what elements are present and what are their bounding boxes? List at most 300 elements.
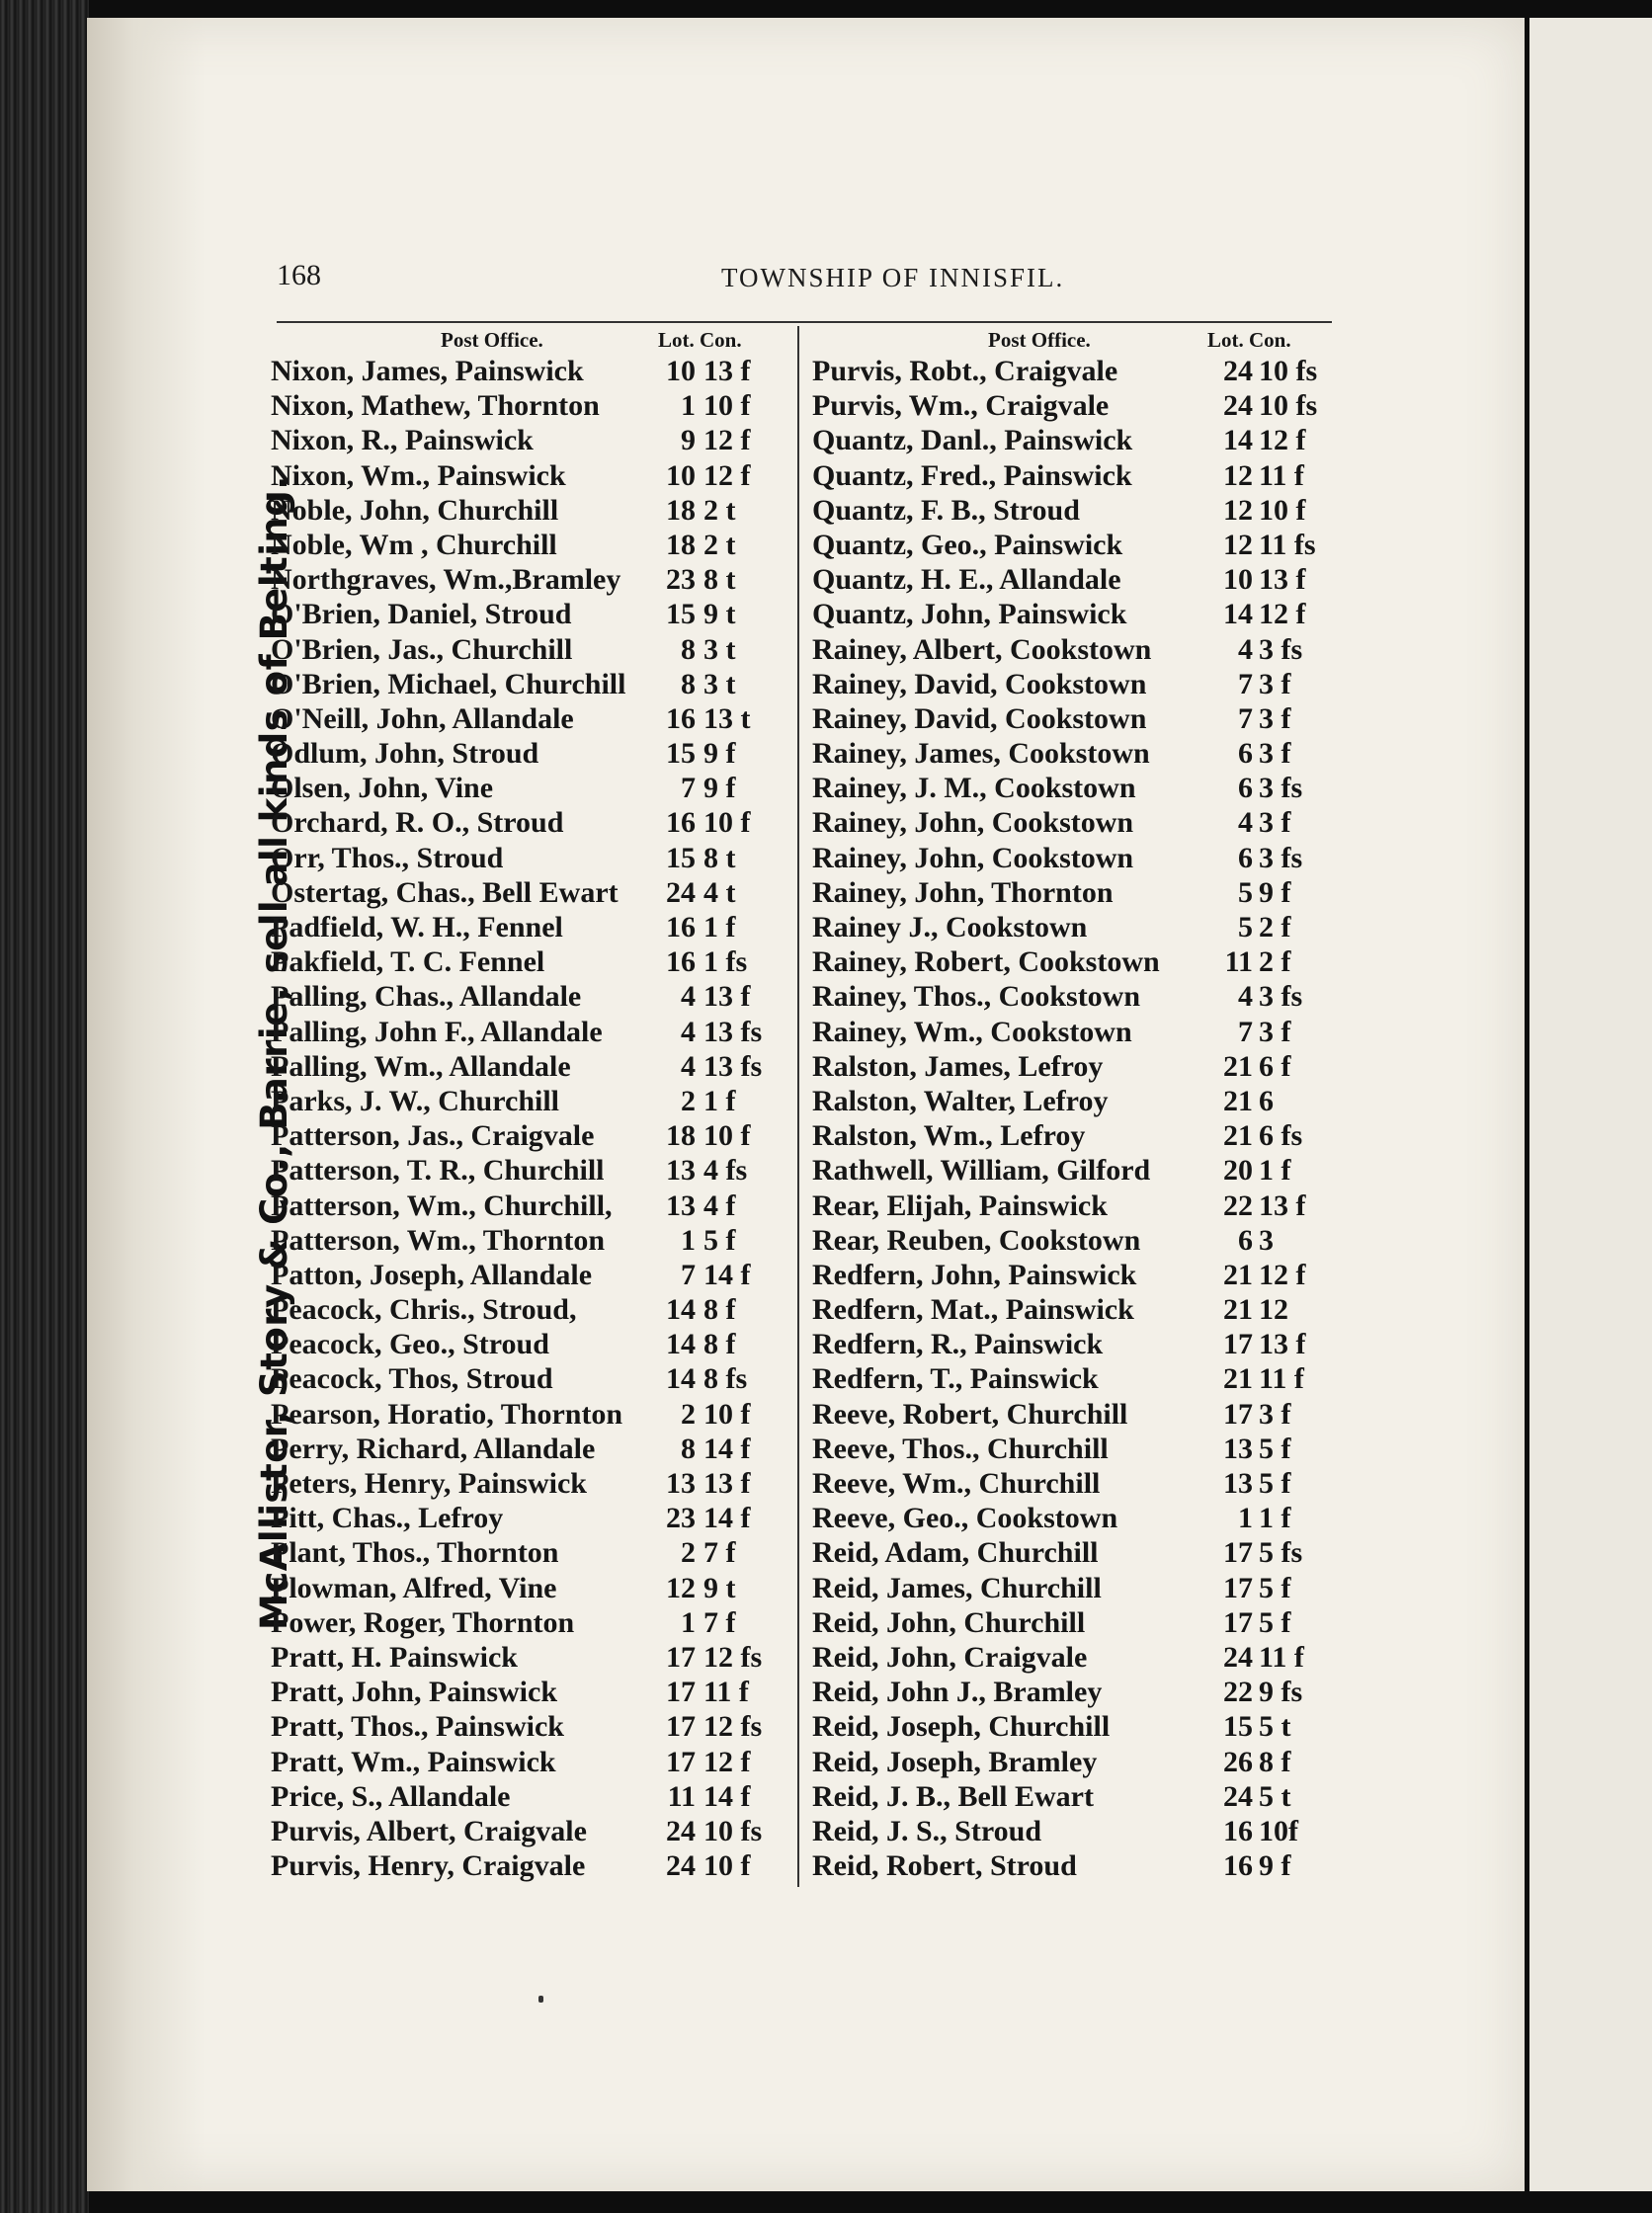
entry-concession: 12 f xyxy=(703,424,751,457)
entry-name-post-office: Palling, John F., Allandale xyxy=(271,1015,603,1048)
entry-lot: 14 xyxy=(666,1362,696,1396)
directory-entry xyxy=(812,423,1336,457)
entry-name-post-office: Redfern, Mat., Painswick xyxy=(812,1293,1134,1327)
entry-lot: 7 xyxy=(1238,701,1253,735)
entry-lot: 12 xyxy=(1223,458,1253,492)
entry-name-post-office: Quantz, Geo., Painswick xyxy=(812,528,1123,561)
entry-concession: 11 f xyxy=(1259,458,1304,492)
entry-concession: 12 f xyxy=(1259,1258,1306,1291)
entry-concession: 12 fs xyxy=(703,1710,763,1744)
entry-concession: 3 fs xyxy=(1259,980,1303,1014)
entry-concession: 7 f xyxy=(703,1536,736,1570)
entry-lot: 26 xyxy=(1223,1745,1253,1778)
entry-name-post-office: Reid, John, Craigvale xyxy=(812,1640,1088,1674)
entry-concession: 1 fs xyxy=(703,945,748,979)
entry-concession: 10 f xyxy=(703,389,751,423)
directory-entry xyxy=(271,1015,785,1049)
entry-name-post-office: Quantz, Fred., Painswick xyxy=(812,458,1132,492)
directory-entry xyxy=(812,1501,1336,1535)
entry-lot: 17 xyxy=(1223,1328,1253,1361)
directory-entry xyxy=(271,1535,785,1570)
entry-name-post-office: Quantz, John, Painswick xyxy=(812,598,1127,631)
facing-page-edge xyxy=(1529,18,1652,2191)
entry-name-post-office: Price, S., Allandale xyxy=(271,1779,511,1813)
entry-lot: 13 xyxy=(1223,1432,1253,1465)
entry-name-post-office: Rainey, Wm., Cookstown xyxy=(812,1015,1132,1048)
entry-lot: 2 xyxy=(681,1397,696,1431)
directory-entry xyxy=(812,1188,1336,1223)
entry-name-post-office: Pratt, Wm., Painswick xyxy=(271,1745,556,1778)
post-office-header: Post Office. xyxy=(441,328,543,352)
entry-concession: 9 f xyxy=(1259,875,1291,909)
entry-name-post-office: Ralston, Walter, Lefroy xyxy=(812,1084,1109,1117)
directory-entry xyxy=(271,1223,785,1258)
entry-concession: 8 t xyxy=(703,563,736,597)
entry-concession: 11 f xyxy=(703,1676,749,1709)
entry-name-post-office: Redfern, T., Painswick xyxy=(812,1362,1099,1396)
entry-concession: 13 f xyxy=(703,355,751,387)
entry-concession: 7 f xyxy=(703,1605,736,1639)
entry-concession: 1 f xyxy=(1259,1502,1291,1535)
entry-lot: 13 xyxy=(666,1467,696,1500)
directory-entry xyxy=(812,1327,1336,1361)
directory-entry xyxy=(812,1571,1336,1605)
entry-lot: 6 xyxy=(1238,737,1253,771)
entry-name-post-office: Reid, Robert, Stroud xyxy=(812,1849,1077,1883)
entry-concession: 3 f xyxy=(1259,1015,1291,1048)
entry-lot: 1 xyxy=(1238,1502,1253,1535)
entry-concession: 3 f xyxy=(1259,701,1291,735)
entry-name-post-office: Parks, J. W., Churchill xyxy=(271,1084,560,1117)
entry-name-post-office: Nixon, Mathew, Thornton xyxy=(271,389,600,423)
entry-concession: 3 f xyxy=(1259,667,1291,700)
entry-concession: 14 f xyxy=(703,1432,751,1465)
entry-concession: 9 t xyxy=(703,598,736,631)
entry-concession: 4 t xyxy=(703,875,736,909)
entry-concession: 3 xyxy=(1259,1223,1274,1257)
entry-name-post-office: Rainey, Thos., Cookstown xyxy=(812,980,1141,1014)
entry-concession: 9 t xyxy=(703,1571,736,1604)
directory-entry xyxy=(812,1258,1336,1292)
directory-entry xyxy=(271,667,785,701)
entry-name-post-office: Palling, Chas., Allandale xyxy=(271,980,582,1014)
directory-entry xyxy=(812,1605,1336,1640)
entry-name-post-office: Rainey, John, Thornton xyxy=(812,875,1114,909)
directory-entry xyxy=(812,1675,1336,1709)
entry-concession: 14 f xyxy=(703,1258,751,1291)
entry-lot: 18 xyxy=(666,493,696,527)
entry-name-post-office: Reeve, Robert, Churchill xyxy=(812,1397,1128,1431)
entry-concession: 5 f xyxy=(1259,1432,1291,1465)
entry-name-post-office: Rainey J., Cookstown xyxy=(812,911,1088,943)
entry-lot: 1 xyxy=(681,1223,696,1257)
directory-entry xyxy=(812,944,1336,979)
directory-entry xyxy=(812,1292,1336,1327)
entry-lot: 15 xyxy=(1223,1710,1253,1744)
directory-entry xyxy=(812,805,1336,840)
entry-lot: 17 xyxy=(1223,1397,1253,1431)
entry-lot: 21 xyxy=(1223,1362,1253,1396)
entry-concession: 5 t xyxy=(1259,1779,1291,1813)
directory-entry xyxy=(271,1188,785,1223)
entry-name-post-office: Quantz, Danl., Painswick xyxy=(812,424,1133,457)
directory-entry xyxy=(271,562,785,597)
directory-entry xyxy=(812,1779,1336,1814)
entry-concession: 10 f xyxy=(703,1849,751,1883)
entry-lot: 16 xyxy=(666,806,696,840)
entry-lot: 13 xyxy=(666,1154,696,1188)
entry-name-post-office: Reid, J. B., Bell Ewart xyxy=(812,1779,1094,1813)
directory-entry xyxy=(271,354,785,388)
entry-name-post-office: Rear, Reuben, Cookstown xyxy=(812,1223,1141,1257)
entry-concession: 3 t xyxy=(703,667,736,700)
directory-entry xyxy=(812,1397,1336,1432)
entry-lot: 4 xyxy=(681,1049,696,1083)
entry-name-post-office: Pratt, Thos., Painswick xyxy=(271,1710,564,1744)
entry-lot: 6 xyxy=(1238,841,1253,874)
entry-concession: 5 fs xyxy=(1259,1536,1303,1570)
entry-name-post-office: Ralston, James, Lefroy xyxy=(812,1049,1104,1083)
entry-name-post-office: Pakfield, T. C. Fennel xyxy=(271,945,545,979)
directory-entry xyxy=(271,1049,785,1084)
entry-concession: 10 fs xyxy=(1259,355,1318,387)
entry-lot: 24 xyxy=(1223,1640,1253,1674)
entry-lot: 7 xyxy=(681,772,696,805)
page-number: 168 xyxy=(277,259,321,291)
entry-concession: 3 f xyxy=(1259,806,1291,840)
entry-name-post-office: Rear, Elijah, Painswick xyxy=(812,1188,1108,1222)
header-rule xyxy=(277,321,1332,323)
entry-lot: 6 xyxy=(1238,772,1253,805)
entry-name-post-office: Reid, Joseph, Churchill xyxy=(812,1710,1111,1744)
directory-entry xyxy=(271,979,785,1014)
directory-entry xyxy=(271,1709,785,1744)
entry-name-post-office: Padfield, W. H., Fennel xyxy=(271,911,563,943)
entry-name-post-office: Rainey, James, Cookstown xyxy=(812,737,1150,771)
entry-lot: 23 xyxy=(666,1502,696,1535)
directory-entry xyxy=(812,979,1336,1014)
entry-name-post-office: Peters, Henry, Painswick xyxy=(271,1467,587,1500)
entry-lot: 18 xyxy=(666,528,696,561)
entry-lot: 21 xyxy=(1223,1293,1253,1327)
entry-lot: 16 xyxy=(1223,1814,1253,1847)
entry-name-post-office: Reid, James, Churchill xyxy=(812,1571,1102,1604)
entry-lot: 7 xyxy=(1238,1015,1253,1048)
entry-name-post-office: Orr, Thos., Stroud xyxy=(271,841,504,874)
lot-con-header: Lot. Con. xyxy=(1207,328,1291,352)
directory-entry xyxy=(271,388,785,423)
entry-name-post-office: Rainey, Robert, Cookstown xyxy=(812,945,1160,979)
entry-name-post-office: Rathwell, William, Gilford xyxy=(812,1154,1151,1188)
entry-concession: 10 fs xyxy=(703,1814,763,1847)
entry-concession: 12 f xyxy=(1259,424,1306,457)
entry-concession: 14 f xyxy=(703,1502,751,1535)
entry-name-post-office: Odlum, John, Stroud xyxy=(271,737,539,771)
entry-lot: 23 xyxy=(666,563,696,597)
directory-entry xyxy=(271,458,785,493)
entry-concession: 12 fs xyxy=(703,1640,763,1674)
entry-lot: 14 xyxy=(1223,424,1253,457)
directory-entry xyxy=(271,1327,785,1361)
entry-concession: 9 f xyxy=(703,737,736,771)
entry-lot: 8 xyxy=(681,667,696,700)
entry-name-post-office: Rainey, John, Cookstown xyxy=(812,841,1134,874)
entry-concession: 1 f xyxy=(1259,1154,1291,1188)
entry-lot: 17 xyxy=(666,1640,696,1674)
directory-entry xyxy=(812,562,1336,597)
directory-entry xyxy=(271,1361,785,1396)
entry-lot: 5 xyxy=(1238,875,1253,909)
entry-concession: 8 fs xyxy=(703,1362,748,1396)
directory-entry xyxy=(812,528,1336,562)
entry-name-post-office: Purvis, Albert, Craigvale xyxy=(271,1814,587,1847)
entry-name-post-office: O'Brien, Jas., Churchill xyxy=(271,632,573,666)
entry-name-post-office: O'Brien, Daniel, Stroud xyxy=(271,598,572,631)
entry-lot: 21 xyxy=(1223,1258,1253,1291)
directory-entry xyxy=(812,1466,1336,1501)
entry-name-post-office: Peacock, Geo., Stroud xyxy=(271,1328,549,1361)
side-advertisement: McAllister, Story & Co., Barrie, sell all kinds of Belting. xyxy=(253,475,295,1630)
entry-name-post-office: Plowman, Alfred, Vine xyxy=(271,1571,557,1604)
entry-lot: 14 xyxy=(666,1293,696,1327)
entry-name-post-office: Perry, Richard, Allandale xyxy=(271,1432,596,1465)
entry-name-post-office: Reeve, Geo., Cookstown xyxy=(812,1502,1118,1535)
entry-name-post-office: Peacock, Chris., Stroud, xyxy=(271,1293,577,1327)
directory-entry xyxy=(812,701,1336,736)
directory-entry xyxy=(812,875,1336,910)
entry-concession: 3 t xyxy=(703,632,736,666)
entry-concession: 11 f xyxy=(1259,1362,1304,1396)
entry-lot: 12 xyxy=(1223,493,1253,527)
entry-lot: 2 xyxy=(681,1536,696,1570)
entry-name-post-office: Patton, Joseph, Allandale xyxy=(271,1258,593,1291)
directory-entry xyxy=(271,632,785,667)
entry-concession: 3 fs xyxy=(1259,772,1303,805)
entry-concession: 12 f xyxy=(1259,598,1306,631)
entry-concession: 12 f xyxy=(703,1745,751,1778)
directory-entry xyxy=(812,1118,1336,1153)
directory-entry xyxy=(271,1153,785,1188)
directory-entry xyxy=(271,1118,785,1153)
directory-entry xyxy=(812,771,1336,805)
entry-lot: 21 xyxy=(1223,1119,1253,1153)
directory-entry xyxy=(271,493,785,528)
directory-entry xyxy=(271,910,785,944)
entry-lot: 4 xyxy=(1238,632,1253,666)
directory-entry xyxy=(812,1015,1336,1049)
entry-name-post-office: Pearson, Horatio, Thornton xyxy=(271,1397,623,1431)
left-column-rows xyxy=(271,354,785,1883)
directory-entry xyxy=(271,1745,785,1779)
entry-lot: 13 xyxy=(1223,1467,1253,1500)
entry-name-post-office: Reid, Adam, Churchill xyxy=(812,1536,1099,1570)
entry-lot: 8 xyxy=(681,1432,696,1465)
directory-entry xyxy=(271,1675,785,1709)
entry-lot: 17 xyxy=(666,1676,696,1709)
directory-entry xyxy=(812,1535,1336,1570)
entry-concession: 10f xyxy=(1259,1814,1298,1847)
entry-concession: 11 f xyxy=(1259,1640,1304,1674)
entry-lot: 16 xyxy=(666,911,696,943)
entry-concession: 11 fs xyxy=(1259,528,1316,561)
directory-entry xyxy=(271,1571,785,1605)
entry-name-post-office: Reid, Joseph, Bramley xyxy=(812,1745,1098,1778)
entry-concession: 3 fs xyxy=(1259,841,1303,874)
ink-speck xyxy=(538,1996,543,2003)
right-column-header xyxy=(812,326,1336,354)
directory-entry xyxy=(812,1745,1336,1779)
page-header xyxy=(188,259,1334,308)
entry-name-post-office: Pratt, John, Painswick xyxy=(271,1676,558,1709)
directory-entry xyxy=(812,632,1336,667)
entry-lot: 8 xyxy=(681,632,696,666)
entry-name-post-office: Nixon, James, Painswick xyxy=(271,355,584,387)
directory-entry xyxy=(271,944,785,979)
directory-entry xyxy=(271,528,785,562)
entry-lot: 24 xyxy=(666,1849,696,1883)
entry-lot: 21 xyxy=(1223,1084,1253,1117)
entry-concession: 13 f xyxy=(1259,1328,1306,1361)
entry-concession: 1 f xyxy=(703,911,736,943)
entry-name-post-office: Power, Roger, Thornton xyxy=(271,1605,575,1639)
left-column-header xyxy=(271,326,785,354)
entry-lot: 18 xyxy=(666,1119,696,1153)
entry-lot: 9 xyxy=(681,424,696,457)
entry-name-post-office: Patterson, Wm., Thornton xyxy=(271,1223,606,1257)
right-column-rows xyxy=(812,354,1336,1883)
entry-lot: 10 xyxy=(1223,563,1253,597)
directory-entry xyxy=(271,597,785,631)
directory-entry xyxy=(271,736,785,771)
entry-lot: 17 xyxy=(1223,1571,1253,1604)
page-gutter-shadow xyxy=(87,18,206,2191)
directory-entry xyxy=(271,1848,785,1883)
directory-entry xyxy=(812,597,1336,631)
entry-concession: 10 f xyxy=(703,1119,751,1153)
entry-concession: 9 f xyxy=(1259,1849,1291,1883)
entry-name-post-office: Quantz, H. E., Allandale xyxy=(812,563,1121,597)
directory-entry xyxy=(271,875,785,910)
directory-entry xyxy=(271,423,785,457)
entry-concession: 10 f xyxy=(703,1397,751,1431)
post-office-header: Post Office. xyxy=(988,328,1091,352)
entry-concession: 4 f xyxy=(703,1188,736,1222)
entry-concession: 3 f xyxy=(1259,737,1291,771)
entry-concession: 2 t xyxy=(703,528,736,561)
entry-concession: 1 f xyxy=(703,1084,736,1117)
entry-concession: 2 f xyxy=(1259,911,1291,943)
directory-entry xyxy=(812,736,1336,771)
entry-name-post-office: Redfern, John, Painswick xyxy=(812,1258,1137,1291)
entry-name-post-office: Pratt, H. Painswick xyxy=(271,1640,518,1674)
entry-lot: 12 xyxy=(1223,528,1253,561)
directory-entry xyxy=(812,1084,1336,1118)
directory-entry xyxy=(271,841,785,875)
entry-concession: 3 f xyxy=(1259,1397,1291,1431)
entry-name-post-office: Noble, Wm , Churchill xyxy=(271,528,557,561)
entry-lot: 14 xyxy=(1223,598,1253,631)
entry-lot: 16 xyxy=(1223,1849,1253,1883)
entry-name-post-office: Rainey, John, Cookstown xyxy=(812,806,1134,840)
directory-entry xyxy=(271,1292,785,1327)
right-column xyxy=(812,326,1336,1883)
entry-concession: 4 fs xyxy=(703,1154,748,1188)
entry-concession: 6 xyxy=(1259,1084,1274,1117)
directory-entry xyxy=(812,1814,1336,1848)
entry-concession: 13 f xyxy=(1259,563,1306,597)
directory-entry xyxy=(271,771,785,805)
entry-concession: 8 f xyxy=(1259,1745,1291,1778)
directory-entry xyxy=(812,1432,1336,1466)
entry-name-post-office: Northgraves, Wm.,Bramley xyxy=(271,563,621,597)
entry-lot: 21 xyxy=(1223,1049,1253,1083)
entry-name-post-office: Nixon, Wm., Painswick xyxy=(271,458,566,492)
left-column xyxy=(271,326,785,1883)
entry-lot: 24 xyxy=(1223,1779,1253,1813)
entry-name-post-office: Plant, Thos., Thornton xyxy=(271,1536,559,1570)
entry-lot: 11 xyxy=(667,1779,696,1813)
directory-entry xyxy=(271,1640,785,1675)
entry-lot: 15 xyxy=(666,598,696,631)
entry-name-post-office: Reid, John J., Bramley xyxy=(812,1676,1103,1709)
entry-lot: 4 xyxy=(1238,980,1253,1014)
directory-entry xyxy=(812,493,1336,528)
book-edge xyxy=(0,0,89,2213)
directory-entry xyxy=(812,667,1336,701)
entry-lot: 1 xyxy=(681,389,696,423)
entry-concession: 2 t xyxy=(703,493,736,527)
entry-lot: 7 xyxy=(681,1258,696,1291)
entry-concession: 8 t xyxy=(703,841,736,874)
entry-name-post-office: Palling, Wm., Allandale xyxy=(271,1049,571,1083)
entry-name-post-office: Ostertag, Chas., Bell Ewart xyxy=(271,875,619,909)
entry-concession: 8 f xyxy=(703,1293,736,1327)
entry-name-post-office: Noble, John, Churchill xyxy=(271,493,559,527)
entry-name-post-office: Rainey, Albert, Cookstown xyxy=(812,632,1152,666)
directory-entry xyxy=(812,1049,1336,1084)
directory-entry xyxy=(812,1361,1336,1396)
entry-lot: 5 xyxy=(1238,911,1253,943)
entry-lot: 17 xyxy=(1223,1605,1253,1639)
entry-lot: 17 xyxy=(1223,1536,1253,1570)
entry-concession: 13 f xyxy=(1259,1188,1306,1222)
entry-name-post-office: Redfern, R., Painswick xyxy=(812,1328,1104,1361)
entry-lot: 24 xyxy=(666,875,696,909)
entry-concession: 10 f xyxy=(1259,493,1306,527)
entry-lot: 22 xyxy=(1223,1676,1253,1709)
entry-concession: 2 f xyxy=(1259,945,1291,979)
entry-lot: 15 xyxy=(666,841,696,874)
entry-concession: 13 t xyxy=(703,701,751,735)
directory-entry xyxy=(271,1501,785,1535)
entry-name-post-office: Rainey, David, Cookstown xyxy=(812,667,1147,700)
entry-lot: 20 xyxy=(1223,1154,1253,1188)
entry-lot: 12 xyxy=(666,1571,696,1604)
entry-name-post-office: Purvis, Henry, Craigvale xyxy=(271,1849,586,1883)
entry-name-post-office: Quantz, F. B., Stroud xyxy=(812,493,1080,527)
entry-lot: 6 xyxy=(1238,1223,1253,1257)
entry-lot: 4 xyxy=(681,1015,696,1048)
entry-lot: 1 xyxy=(681,1605,696,1639)
directory-entry xyxy=(271,1466,785,1501)
entry-concession: 5 f xyxy=(703,1223,736,1257)
directory-entry xyxy=(812,1153,1336,1188)
entry-concession: 9 fs xyxy=(1259,1676,1303,1709)
entry-lot: 4 xyxy=(681,980,696,1014)
directory-entry xyxy=(271,1432,785,1466)
entry-concession: 13 f xyxy=(703,980,751,1014)
entry-concession: 5 f xyxy=(1259,1467,1291,1500)
